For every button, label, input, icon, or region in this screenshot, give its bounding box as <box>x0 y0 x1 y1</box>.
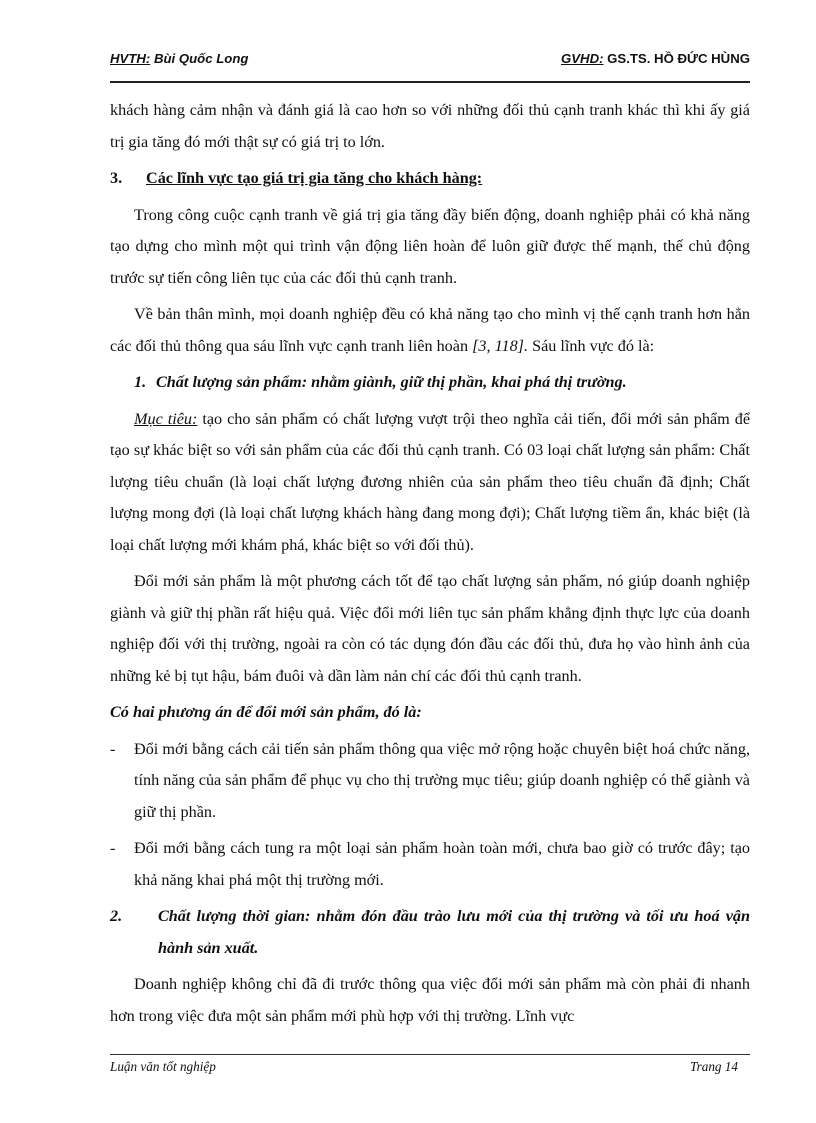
footer-rule <box>110 1054 750 1055</box>
student-name: Bùi Quốc Long <box>150 51 249 66</box>
bullet-text: Đổi mới bằng cách tung ra một loại sản phẩm hoàn toàn mới, chưa bao giờ có trước đây; tạo khả năng khai phá một thị trường mới. <box>134 839 750 889</box>
page-header <box>110 51 750 73</box>
section-heading <box>110 163 750 195</box>
student-label: HVTH: <box>110 51 151 66</box>
paragraph-2-tail: Sáu lĩnh vực đó là: <box>528 336 655 355</box>
advisor-name: GS.TS. HỒ ĐỨC HÙNG <box>603 51 750 66</box>
page-number: Trang 14 <box>689 1059 738 1074</box>
item-2-heading <box>110 901 750 964</box>
header-rule <box>110 81 750 83</box>
item-2-title: Chất lượng thời gian: nhằm đón đầu trào lưu mới của thị trường và tối ưu hoá vận hành sản xuất. <box>158 907 750 957</box>
paragraph-4: Doanh nghiệp không chỉ đã đi trước thông qua việc đổi mới sản phẩm mà còn phải đi nhanh hơn trong việc đưa một sản phẩm mới phù hợp với thị trường. Lĩnh vực <box>110 975 750 1025</box>
bullet-dash: - <box>110 739 116 758</box>
advisor-label: GVHD: <box>561 51 604 66</box>
bullet-item <box>110 734 750 829</box>
objective-text: tạo cho sản phẩm có chất lượng vượt trội theo nghĩa cải tiến, đổi mới sản phẩm để tạo sự khác biệt so với sản phẩm của các đối thủ cạnh tranh. Có 03 loại chất lượng sản phẩm: Chất lượng tiêu chuẩn (là loại chất lượng đương nhiên của sản phẩm theo tiêu chuẩn đã định; Chất lượng mong đợi (là loại chất lượng khách hàng đang mong đợi); Chất lượng tiềm ẩn, khác biệt (là loại chất lượng mới khám phá, khác biệt so với đối thủ). <box>110 409 750 554</box>
item-1-heading <box>110 367 750 399</box>
paragraph-2-text: Về bản thân mình, mọi doanh nghiệp đều có khả năng tạo cho mình vị thế cạnh tranh hơn hẳn các đối thủ thông qua sáu lĩnh vực cạnh tranh liên hoàn <box>110 305 750 355</box>
intro-paragraph: khách hàng cảm nhận và đánh giá là cao hơn so với những đối thủ cạnh tranh khác thì khi ấy giá trị gia tăng đó mới thật sự có giá trị to lớn. <box>110 101 750 151</box>
subheading: Có hai phương án để đổi mới sản phẩm, đó là: <box>110 703 422 721</box>
citation: [3, 118]. <box>472 336 529 355</box>
paragraph-2 <box>110 299 750 362</box>
item-1-title: Chất lượng sản phẩm: nhằm giành, giữ thị phần, khai phá thị trường. <box>156 373 627 391</box>
objective-paragraph <box>110 404 750 562</box>
bullet-text: Đổi mới bằng cách cải tiến sản phẩm thông qua việc mở rộng hoặc chuyên biệt hoá chức năng, tính năng của sản phẩm để phục vụ cho thị trường mục tiêu; giúp doanh nghiệp có thể giành và giữ thị phần. <box>134 739 750 821</box>
objective-label: Mục tiêu: <box>134 409 198 428</box>
paragraph-3: Đổi mới sản phẩm là một phương cách tốt để tạo chất lượng sản phẩm, nó giúp doanh nghiệp giành và giữ thị phần rất hiệu quả. Việc đổi mới liên tục sản phẩm khẳng định thực lực của doanh nghiệp đối với thị trường, ngoài ra còn có tác dụng đón đầu các đối thủ, đưa họ vào hình ảnh của những kẻ bị tụt hậu, bám đuôi và dần làm nản chí các đối thủ cạnh tranh. <box>110 572 750 685</box>
bullet-item <box>110 833 750 896</box>
footer-title: Luận văn tốt nghiệp <box>110 1059 216 1074</box>
item-2-number: 2. <box>110 907 123 925</box>
page-content <box>110 95 750 1037</box>
section-number: 3. <box>110 169 123 187</box>
header-student <box>110 51 248 66</box>
header-advisor <box>561 51 750 66</box>
bullet-dash: - <box>110 839 116 857</box>
paragraph-1: Trong công cuộc cạnh tranh về giá trị gia tăng đầy biến động, doanh nghiệp phải có khả năng tạo dựng cho mình một qui trình vận động liên hoàn để luôn giữ được thế mạnh, thế chủ động trước sự tiến công liên tục của các đối thủ cạnh tranh. <box>110 205 750 287</box>
section-title: Các lĩnh vực tạo giá trị gia tăng cho khách hàng: <box>146 169 483 187</box>
item-1-number: 1. <box>134 373 147 391</box>
